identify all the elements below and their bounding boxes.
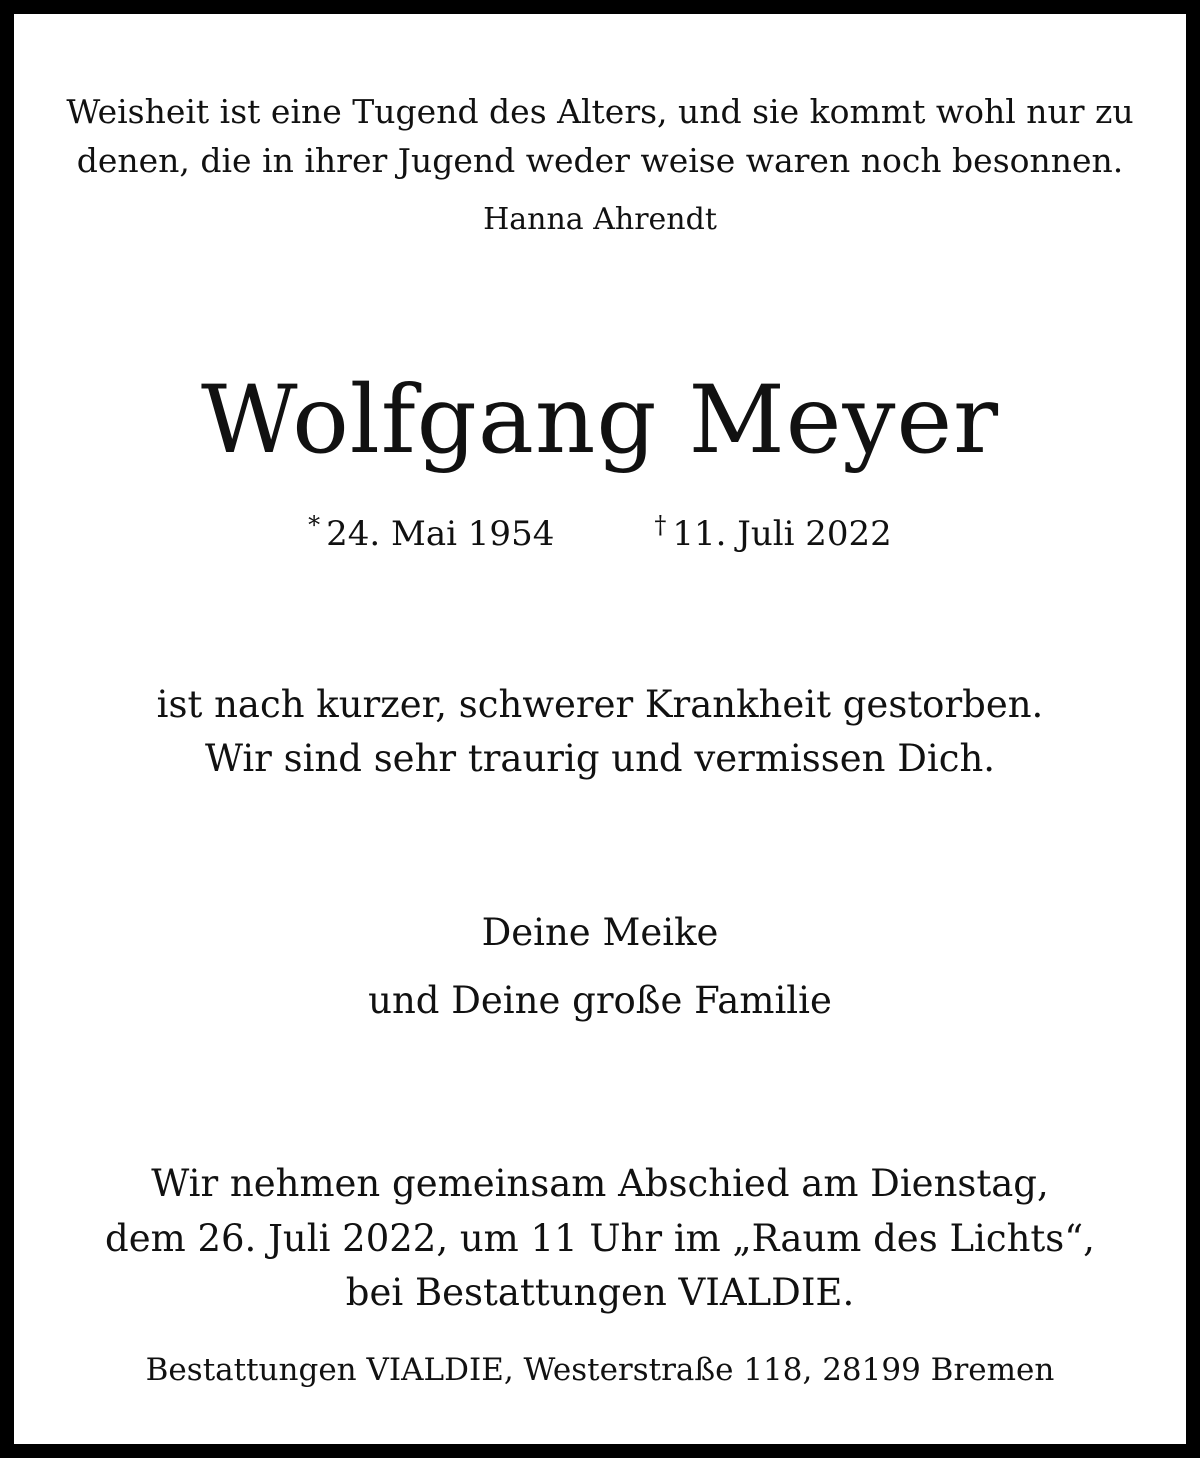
signature-line-2: und Deine große Familie bbox=[368, 979, 832, 1022]
quote-line-1: Weisheit ist eine Tugend des Alters, und sie kommt wohl nur zu bbox=[66, 92, 1134, 131]
message-line-2: Wir sind sehr traurig und vermissen Dich. bbox=[204, 737, 996, 780]
quote-author: Hanna Ahrendt bbox=[483, 202, 717, 237]
message-line-1: ist nach kurzer, schwerer Krankheit gestorben. bbox=[156, 683, 1044, 726]
deceased-name: Wolfgang Meyer bbox=[200, 366, 1000, 475]
farewell-line-2: dem 26. Juli 2022, um 11 Uhr im „Raum des Lichts“, bbox=[105, 1217, 1095, 1260]
farewell-line-3: bei Bestattungen VIALDIE. bbox=[345, 1271, 855, 1314]
death-date: 11. Juli 2022 bbox=[672, 514, 892, 554]
life-dates bbox=[28, 511, 1172, 554]
birth-symbol: * bbox=[308, 511, 321, 539]
farewell-line-1: Wir nehmen gemeinsam Abschied am Dienstag, bbox=[151, 1162, 1049, 1205]
funeral-home-address: Bestattungen VIALDIE, Westerstraße 118, 28199 Bremen bbox=[145, 1352, 1055, 1388]
birth-date: 24. Mai 1954 bbox=[326, 514, 555, 554]
signature-line-1: Deine Meike bbox=[481, 911, 719, 954]
death-symbol: † bbox=[654, 511, 667, 539]
quote-line-2: denen, die in ihrer Jugend weder weise waren noch besonnen. bbox=[76, 141, 1124, 180]
